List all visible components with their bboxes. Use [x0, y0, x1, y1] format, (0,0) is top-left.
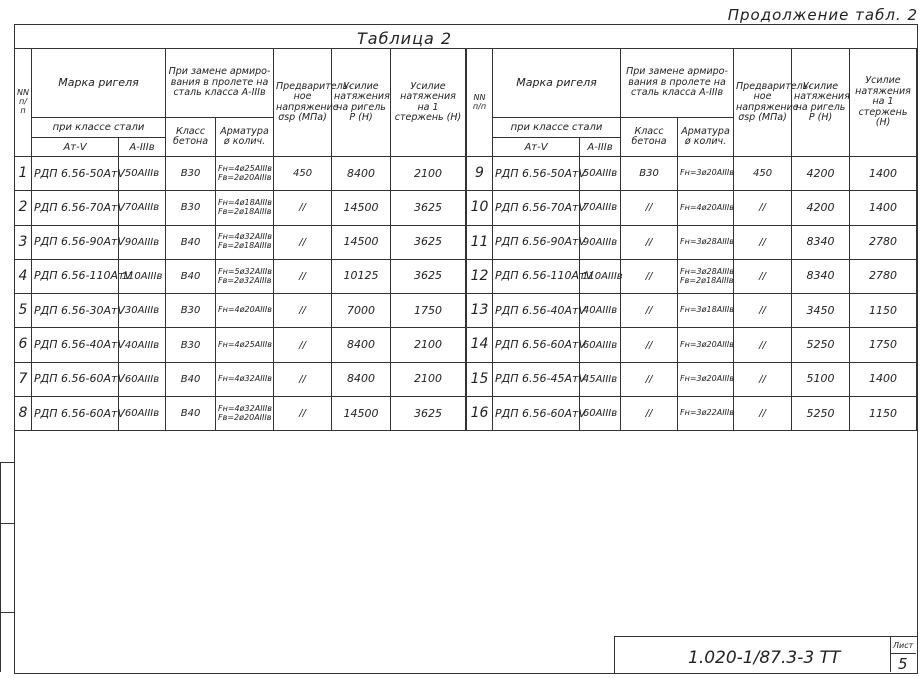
rebar-spec: Fн=4ø25АIIIв — [216, 328, 274, 362]
beam-mark: РДП 6.56-40АтV — [32, 328, 119, 362]
rebar-spec: Fн=4ø32АIIIв Fв=2ø18АIIIв — [216, 225, 274, 259]
beam-mark: РДП 6.56-30АтV — [32, 294, 119, 328]
beam-mark: РДП 6.56-60АтV — [32, 362, 119, 396]
rod-force-value: 1750 — [391, 294, 466, 328]
aiii-value: 50АIIIв — [580, 157, 621, 191]
concrete-class: // — [621, 259, 678, 293]
rod-force-value: 2780 — [850, 225, 917, 259]
col-header-nn: NN п/п — [467, 49, 493, 157]
row-number: 6 — [15, 328, 32, 362]
row-number: 2 — [15, 191, 32, 225]
row-number: 9 — [467, 157, 493, 191]
col-header-sigma: Предваритель-ное напряжение σsp (МПа) — [734, 49, 792, 157]
aiii-value: 60АIIIв — [580, 397, 621, 431]
prestress-value: // — [274, 191, 332, 225]
table-row — [15, 397, 466, 431]
concrete-class: В40 — [166, 225, 216, 259]
concrete-class: // — [621, 328, 678, 362]
col-header-force-rod: Усилие натяжения на 1 стержень (Н) — [850, 49, 917, 157]
force-value: 8400 — [332, 328, 391, 362]
row-number: 3 — [15, 225, 32, 259]
force-value: 14500 — [332, 191, 391, 225]
aiii-value: 40АIIIв — [119, 328, 166, 362]
prestress-value: 450 — [274, 157, 332, 191]
row-number: 5 — [15, 294, 32, 328]
beam-mark: РДП 6.56-110АтV — [32, 259, 119, 293]
force-value: 10125 — [332, 259, 391, 293]
aiii-value: 60АIIIв — [119, 362, 166, 396]
table-row — [467, 259, 917, 293]
beam-mark: РДП 6.56-60АтV — [493, 397, 580, 431]
table-row — [15, 259, 466, 293]
force-value: 5100 — [792, 362, 850, 396]
prestress-value: // — [274, 294, 332, 328]
beam-mark: РДП 6.56-50АтV — [493, 157, 580, 191]
row-number: 13 — [467, 294, 493, 328]
col-header-aiii: А-IIIв — [580, 138, 621, 157]
row-number: 1 — [15, 157, 32, 191]
prestress-value: // — [274, 328, 332, 362]
table-row — [467, 362, 917, 396]
prestress-value: // — [274, 397, 332, 431]
rod-force-value: 3625 — [391, 259, 466, 293]
prestress-value: // — [734, 294, 792, 328]
col-header-force-rod: Усилие натяжения на 1 стержень (Н) — [391, 49, 466, 157]
beam-mark: РДП 6.56-110АтV — [493, 259, 580, 293]
force-value: 3450 — [792, 294, 850, 328]
col-header-sigma: Предваритель-ное напряжение σsp (МПа) — [274, 49, 332, 157]
concrete-class: В30 — [621, 157, 678, 191]
rebar-spec: Fн=4ø20АIIIв — [216, 294, 274, 328]
col-header-steel-class: при классе стали — [32, 118, 166, 138]
force-value: 8400 — [332, 157, 391, 191]
rod-force-value: 2100 — [391, 362, 466, 396]
beam-mark: РДП 6.56-60АтV — [493, 328, 580, 362]
rod-force-value: 2100 — [391, 328, 466, 362]
col-header-nn: NN п/п — [15, 49, 32, 157]
rebar-spec: Fн=3ø20АIIIв — [678, 362, 734, 396]
row-number: 10 — [467, 191, 493, 225]
concrete-class: // — [621, 397, 678, 431]
rebar-spec: Fн=3ø18АIIIв — [678, 294, 734, 328]
col-header-aiii: А-IIIв — [119, 138, 166, 157]
beam-mark: РДП 6.56-90АтV — [32, 225, 119, 259]
col-header-steel-class: при классе стали — [493, 118, 621, 138]
rod-force-value: 1400 — [850, 191, 917, 225]
rebar-spec: Fн=5ø32АIIIв Fв=2ø32АIIIв — [216, 259, 274, 293]
aiii-value: 70АIIIв — [119, 191, 166, 225]
force-value: 14500 — [332, 225, 391, 259]
beam-mark: РДП 6.56-90АтV — [493, 225, 580, 259]
row-number: 7 — [15, 362, 32, 396]
beam-mark: РДП 6.56-70АтV — [493, 191, 580, 225]
force-value: 4200 — [792, 157, 850, 191]
prestress-value: 450 — [734, 157, 792, 191]
prestress-value: // — [734, 328, 792, 362]
aiii-value: 60АIIIв — [580, 328, 621, 362]
col-header-at: Ат-V — [493, 138, 580, 157]
rod-force-value: 2100 — [391, 157, 466, 191]
rebar-spec: Fн=4ø32АIIIв Fв=2ø20АIIIв — [216, 397, 274, 431]
rebar-spec: Fн=4ø25АIIIв Fв=2ø20АIIIв — [216, 157, 274, 191]
rebar-spec: Fн=3ø22АIIIв — [678, 397, 734, 431]
left-margin-line — [0, 462, 1, 672]
concrete-class: // — [621, 225, 678, 259]
table-row — [467, 157, 917, 191]
aiii-value: 90АIIIв — [580, 225, 621, 259]
sheet-number: 5 — [898, 655, 908, 673]
aiii-value: 70АIIIв — [580, 191, 621, 225]
force-value: 8400 — [332, 362, 391, 396]
table-row — [15, 328, 466, 362]
row-number: 11 — [467, 225, 493, 259]
left-margin-tick — [0, 523, 14, 524]
aiii-value: 90АIIIв — [119, 225, 166, 259]
prestress-value: // — [274, 225, 332, 259]
aiii-value: 45АIIIв — [580, 362, 621, 396]
col-header-replace: При замене армиро-вания в пролете на сталь класса А-IIIв — [166, 49, 274, 118]
beam-mark: РДП 6.56-60АтV — [32, 397, 119, 431]
col-header-replace: При замене армиро-вания в пролете на сталь класса А-IIIв — [621, 49, 734, 118]
beam-mark: РДП 6.56-45АтV — [493, 362, 580, 396]
force-value: 7000 — [332, 294, 391, 328]
beam-mark: РДП 6.56-50АтV — [32, 157, 119, 191]
concrete-class: В30 — [166, 328, 216, 362]
table-row — [15, 157, 466, 191]
rebar-spec: Fн=4ø32АIIIв — [216, 362, 274, 396]
col-header-force-beam: Усилие натяжения на ригель P (Н) — [792, 49, 850, 157]
prestress-value: // — [734, 397, 792, 431]
left-margin-tick — [0, 612, 14, 613]
col-header-rebar: Арматура ø колич. — [216, 118, 274, 157]
rod-force-value: 3625 — [391, 225, 466, 259]
concrete-class: В30 — [166, 294, 216, 328]
beam-mark: РДП 6.56-40АтV — [493, 294, 580, 328]
aiii-value: 30АIIIв — [119, 294, 166, 328]
rebar-spec: Fн=3ø20АIIIв — [678, 157, 734, 191]
aiii-value: 110АIIIв — [580, 259, 621, 293]
rebar-spec: Fн=3ø28АIIIв — [678, 225, 734, 259]
table-row — [15, 191, 466, 225]
table-title: Таблица 2 — [357, 29, 453, 48]
rod-force-value: 2780 — [850, 259, 917, 293]
prestress-value: // — [274, 259, 332, 293]
row-number: 4 — [15, 259, 32, 293]
row-number: 14 — [467, 328, 493, 362]
right-table — [466, 48, 917, 431]
col-header-at: Ат-V — [32, 138, 119, 157]
table-row — [467, 397, 917, 431]
table-row — [15, 225, 466, 259]
concrete-class: В40 — [166, 397, 216, 431]
col-header-concrete: Класс бетона — [166, 118, 216, 157]
row-number: 12 — [467, 259, 493, 293]
beam-mark: РДП 6.56-70АтV — [32, 191, 119, 225]
left-margin-tick — [0, 462, 14, 463]
concrete-class: // — [621, 362, 678, 396]
concrete-class: // — [621, 294, 678, 328]
rod-force-value: 3625 — [391, 191, 466, 225]
table-row — [467, 328, 917, 362]
col-header-force-beam: Усилие натяжения на ригель P (Н) — [332, 49, 391, 157]
aiii-value: 110АIIIв — [119, 259, 166, 293]
concrete-class: В40 — [166, 362, 216, 396]
rod-force-value: 1750 — [850, 328, 917, 362]
rebar-spec: Fн=4ø18АIIIв Fв=2ø18АIIIв — [216, 191, 274, 225]
table-row — [467, 225, 917, 259]
concrete-class: // — [621, 191, 678, 225]
force-value: 14500 — [332, 397, 391, 431]
document-code: 1.020-1/87.3-3 ТТ — [688, 648, 841, 668]
force-value: 5250 — [792, 397, 850, 431]
aiii-value: 60АIIIв — [119, 397, 166, 431]
rod-force-value: 1400 — [850, 157, 917, 191]
table-row — [467, 294, 917, 328]
rod-force-value: 1150 — [850, 397, 917, 431]
force-value: 8340 — [792, 259, 850, 293]
title-block-divider — [890, 636, 891, 672]
table-row — [467, 191, 917, 225]
table-row — [15, 362, 466, 396]
prestress-value: // — [734, 191, 792, 225]
prestress-value: // — [734, 362, 792, 396]
sheet-label: Лист — [893, 641, 914, 650]
rod-force-value: 3625 — [391, 397, 466, 431]
concrete-class: В30 — [166, 157, 216, 191]
left-table — [14, 48, 466, 431]
row-number: 16 — [467, 397, 493, 431]
continuation-label: Продолжение табл. 2 — [727, 6, 918, 24]
rebar-spec: Fн=3ø28АIIIв Fв=2ø18АIIIв — [678, 259, 734, 293]
col-header-mark: Марка ригеля — [493, 49, 621, 118]
rebar-spec: Fн=3ø20АIIIв — [678, 328, 734, 362]
concrete-class: В30 — [166, 191, 216, 225]
force-value: 4200 — [792, 191, 850, 225]
title-block-divider — [890, 653, 916, 654]
table-row — [15, 294, 466, 328]
prestress-value: // — [734, 225, 792, 259]
row-number: 15 — [467, 362, 493, 396]
col-header-rebar: Арматура ø колич. — [678, 118, 734, 157]
col-header-concrete: Класс бетона — [621, 118, 678, 157]
rebar-spec: Fн=4ø20АIIIв — [678, 191, 734, 225]
force-value: 8340 — [792, 225, 850, 259]
prestress-value: // — [734, 259, 792, 293]
prestress-value: // — [274, 362, 332, 396]
rod-force-value: 1400 — [850, 362, 917, 396]
row-number: 8 — [15, 397, 32, 431]
aiii-value: 50АIIIв — [119, 157, 166, 191]
rod-force-value: 1150 — [850, 294, 917, 328]
concrete-class: В40 — [166, 259, 216, 293]
force-value: 5250 — [792, 328, 850, 362]
aiii-value: 40АIIIв — [580, 294, 621, 328]
col-header-mark: Марка ригеля — [32, 49, 166, 118]
